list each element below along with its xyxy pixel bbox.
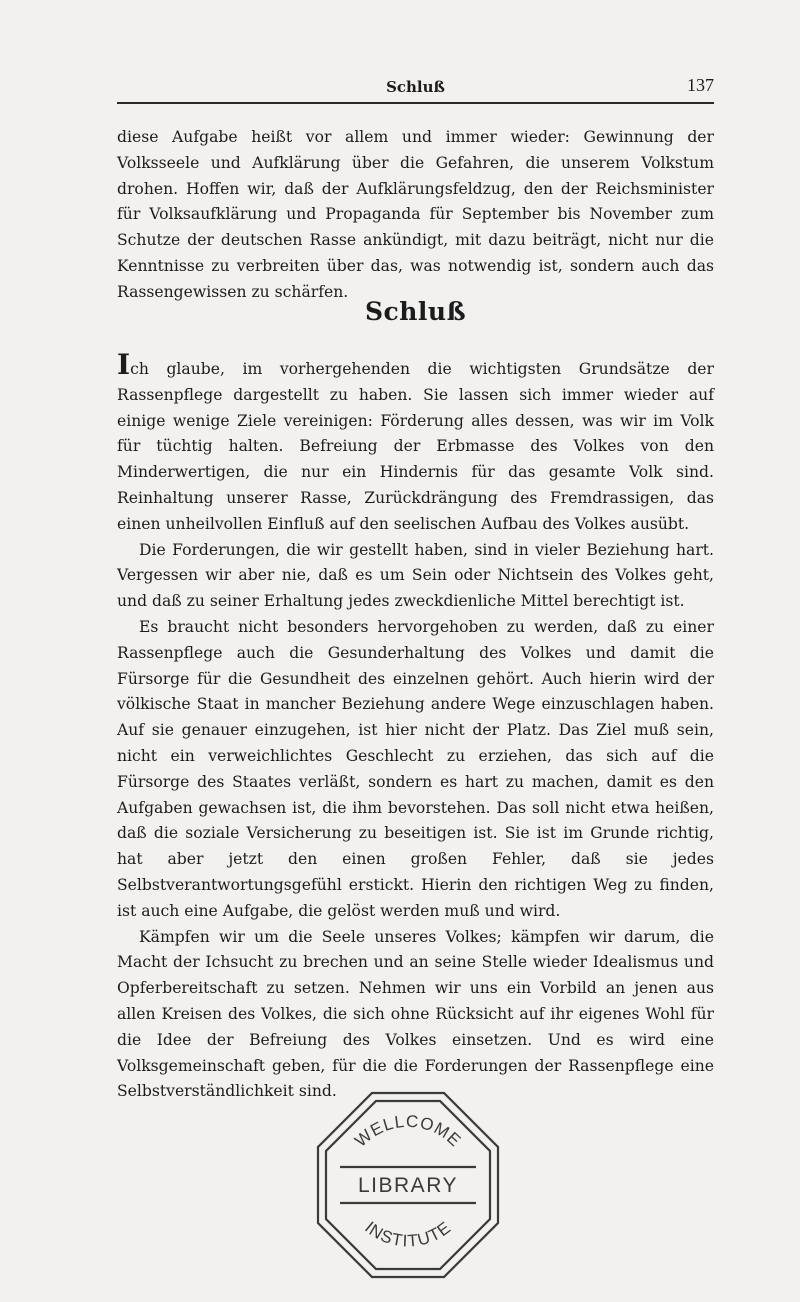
paragraph-2: Die Forderungen, die wir gestellt haben, sind in vieler Beziehung hart. Vergessen wir aber nie, daß es um Sein oder Nichtsein des Volkes geht, und daß zu seiner Erhaltung jedes zweckdienliche Mittel berechtigt ist. bbox=[117, 540, 714, 611]
page-number: 137 bbox=[687, 75, 714, 95]
intro-paragraph: diese Aufgabe heißt vor allem und immer wieder: Gewinnung der Volksseele und Aufklärung über die Gefahren, die unserem Volkstum drohen. Hoffen wir, daß der Aufklärungsfeldzug, den der Reichsminister für Volksaufklärung und Propaganda für September bis November zum Schutze der deutschen Rasse ankündigt, mit dazu beiträgt, nicht nur die Kenntnisse zu verbreiten über das, was notwendig ist, sondern auch das Rassengewissen zu schärfen. bbox=[117, 128, 714, 301]
paragraph-4: Kämpfen wir um die Seele unseres Volkes; kämpfen wir darum, die Macht der Ichsucht zu brechen und an seine Stelle wieder Idealismus und Opferbereitschaft zu setzen. Nehmen wir uns ein Vorbild an jenen aus allen Kreisen des Volkes, die sich ohne Rücksicht auf ihr eigenes Wohl für die Idee der Befreiung des Volkes einsetzen. Und es wird eine Volksgemeinschaft geben, für die die Forderungen der Rassenpflege eine Selbstverständlichkeit sind. bbox=[117, 927, 714, 1101]
initial-letter: I bbox=[117, 348, 131, 381]
section-title: Schluß bbox=[364, 297, 467, 326]
intro-text bbox=[117, 125, 714, 306]
body-text bbox=[117, 348, 714, 1105]
svg-text:INSTITUTE bbox=[361, 1218, 455, 1251]
paragraph-3: Es braucht nicht besonders hervorgehoben zu werden, daß zu einer Rassenpflege auch die Gesunderhaltung des Volkes und damit die Fürsorge für die Gesundheit des einzelnen gehört. Auch hierin wird der völkische Staat in mancher Beziehung andere Wege einzuschlagen haben. Auf sie genauer einzugehen, ist hier nicht der Platz. Das Ziel muß sein, nicht ein verweichlichtes Geschlecht zu erziehen, das sich auf die Fürsorge des Staates verläßt, sondern es hart zu machen, damit es den Aufgaben gewachsen ist, die ihm bevorstehen. Das soll nicht etwa heißen, daß die soziale Versicherung zu beseitigen ist. Sie ist im Grunde richtig, hat aber jetzt den einen großen Fehler, daß sie jedes Selbstverantwortungsgefühl erstickt. Hierin den richtigen Weg zu finden, ist auch eine Aufgabe, die gelöst werden muß und wird. bbox=[117, 617, 714, 920]
stamp-top-text: WELLCOME bbox=[351, 1111, 466, 1151]
paragraph-1-text: ch glaube, im vorhergehenden die wichtigsten Grundsätze der Rassenpflege dargestellt zu haben. Sie lassen sich immer wieder auf einige wenige Ziele vereinigen: Förderung alles dessen, was wir im Volk für tüchtig halten. Befreiung der Erbmasse des Volkes von den Minderwertigen, die nur ein Hindernis für das gesamte Volk sind. Reinhaltung unserer Rasse, Zurückdrängung des Fremdrassigen, das einen unheilvollen Einfluß auf den seelischen Aufbau des Volkes ausübt. bbox=[117, 360, 714, 533]
stamp-bottom-text: INSTITUTE bbox=[361, 1217, 455, 1251]
library-stamp bbox=[310, 1085, 506, 1285]
svg-text:WELLCOME bbox=[351, 1112, 465, 1151]
paragraph-1 bbox=[117, 348, 714, 538]
running-title: Schluß bbox=[386, 78, 445, 96]
running-head bbox=[117, 72, 714, 104]
stamp-center-text: LIBRARY bbox=[358, 1174, 458, 1197]
